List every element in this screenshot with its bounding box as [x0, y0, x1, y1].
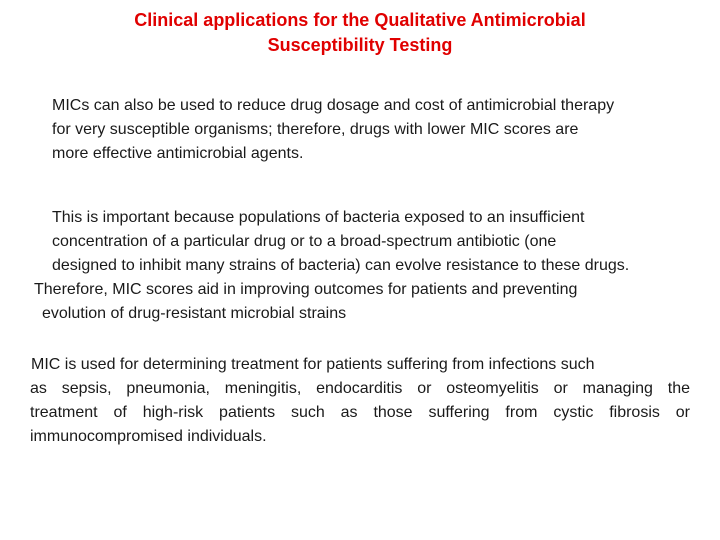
paragraph-line: immunocompromised individuals. [30, 428, 267, 445]
paragraph-line: as sepsis, pneumonia, meningitis, endocarditis or osteomyelitis or managing the [30, 380, 690, 397]
paragraph-line: evolution of drug-resistant microbial strains [42, 305, 347, 322]
title-line-2: Susceptibility Testing [267, 35, 453, 55]
paragraph-line: more effective antimicrobial agents. [52, 145, 304, 162]
paragraph-line: Therefore, MIC scores aid in improving outcomes for patients and preventing [34, 281, 578, 298]
paragraph-line: for very susceptible organisms; therefore, drugs with lower MIC scores are [52, 121, 579, 138]
paragraph-mic-dosage [52, 94, 692, 166]
paragraph-line: MICs can also be used to reduce drug dosage and cost of antimicrobial therapy [52, 97, 615, 114]
paragraph-line: MIC is used for determining treatment for patients suffering from infections such [31, 356, 595, 373]
paragraph-line: This is important because populations of bacteria exposed to an insufficient [52, 209, 585, 226]
paragraph-resistance [34, 206, 700, 326]
slide-title [60, 8, 660, 58]
title-line-1: Clinical applications for the Qualitative Antimicrobial [134, 10, 586, 30]
paragraph-treatment [30, 353, 690, 449]
paragraph-line: concentration of a particular drug or to a broad-spectrum antibiotic (one [52, 233, 557, 250]
paragraph-line: designed to inhibit many strains of bacteria) can evolve resistance to these drugs. [52, 257, 630, 274]
paragraph-line: treatment of high-risk patients such as those suffering from cystic fibrosis or [30, 404, 690, 421]
